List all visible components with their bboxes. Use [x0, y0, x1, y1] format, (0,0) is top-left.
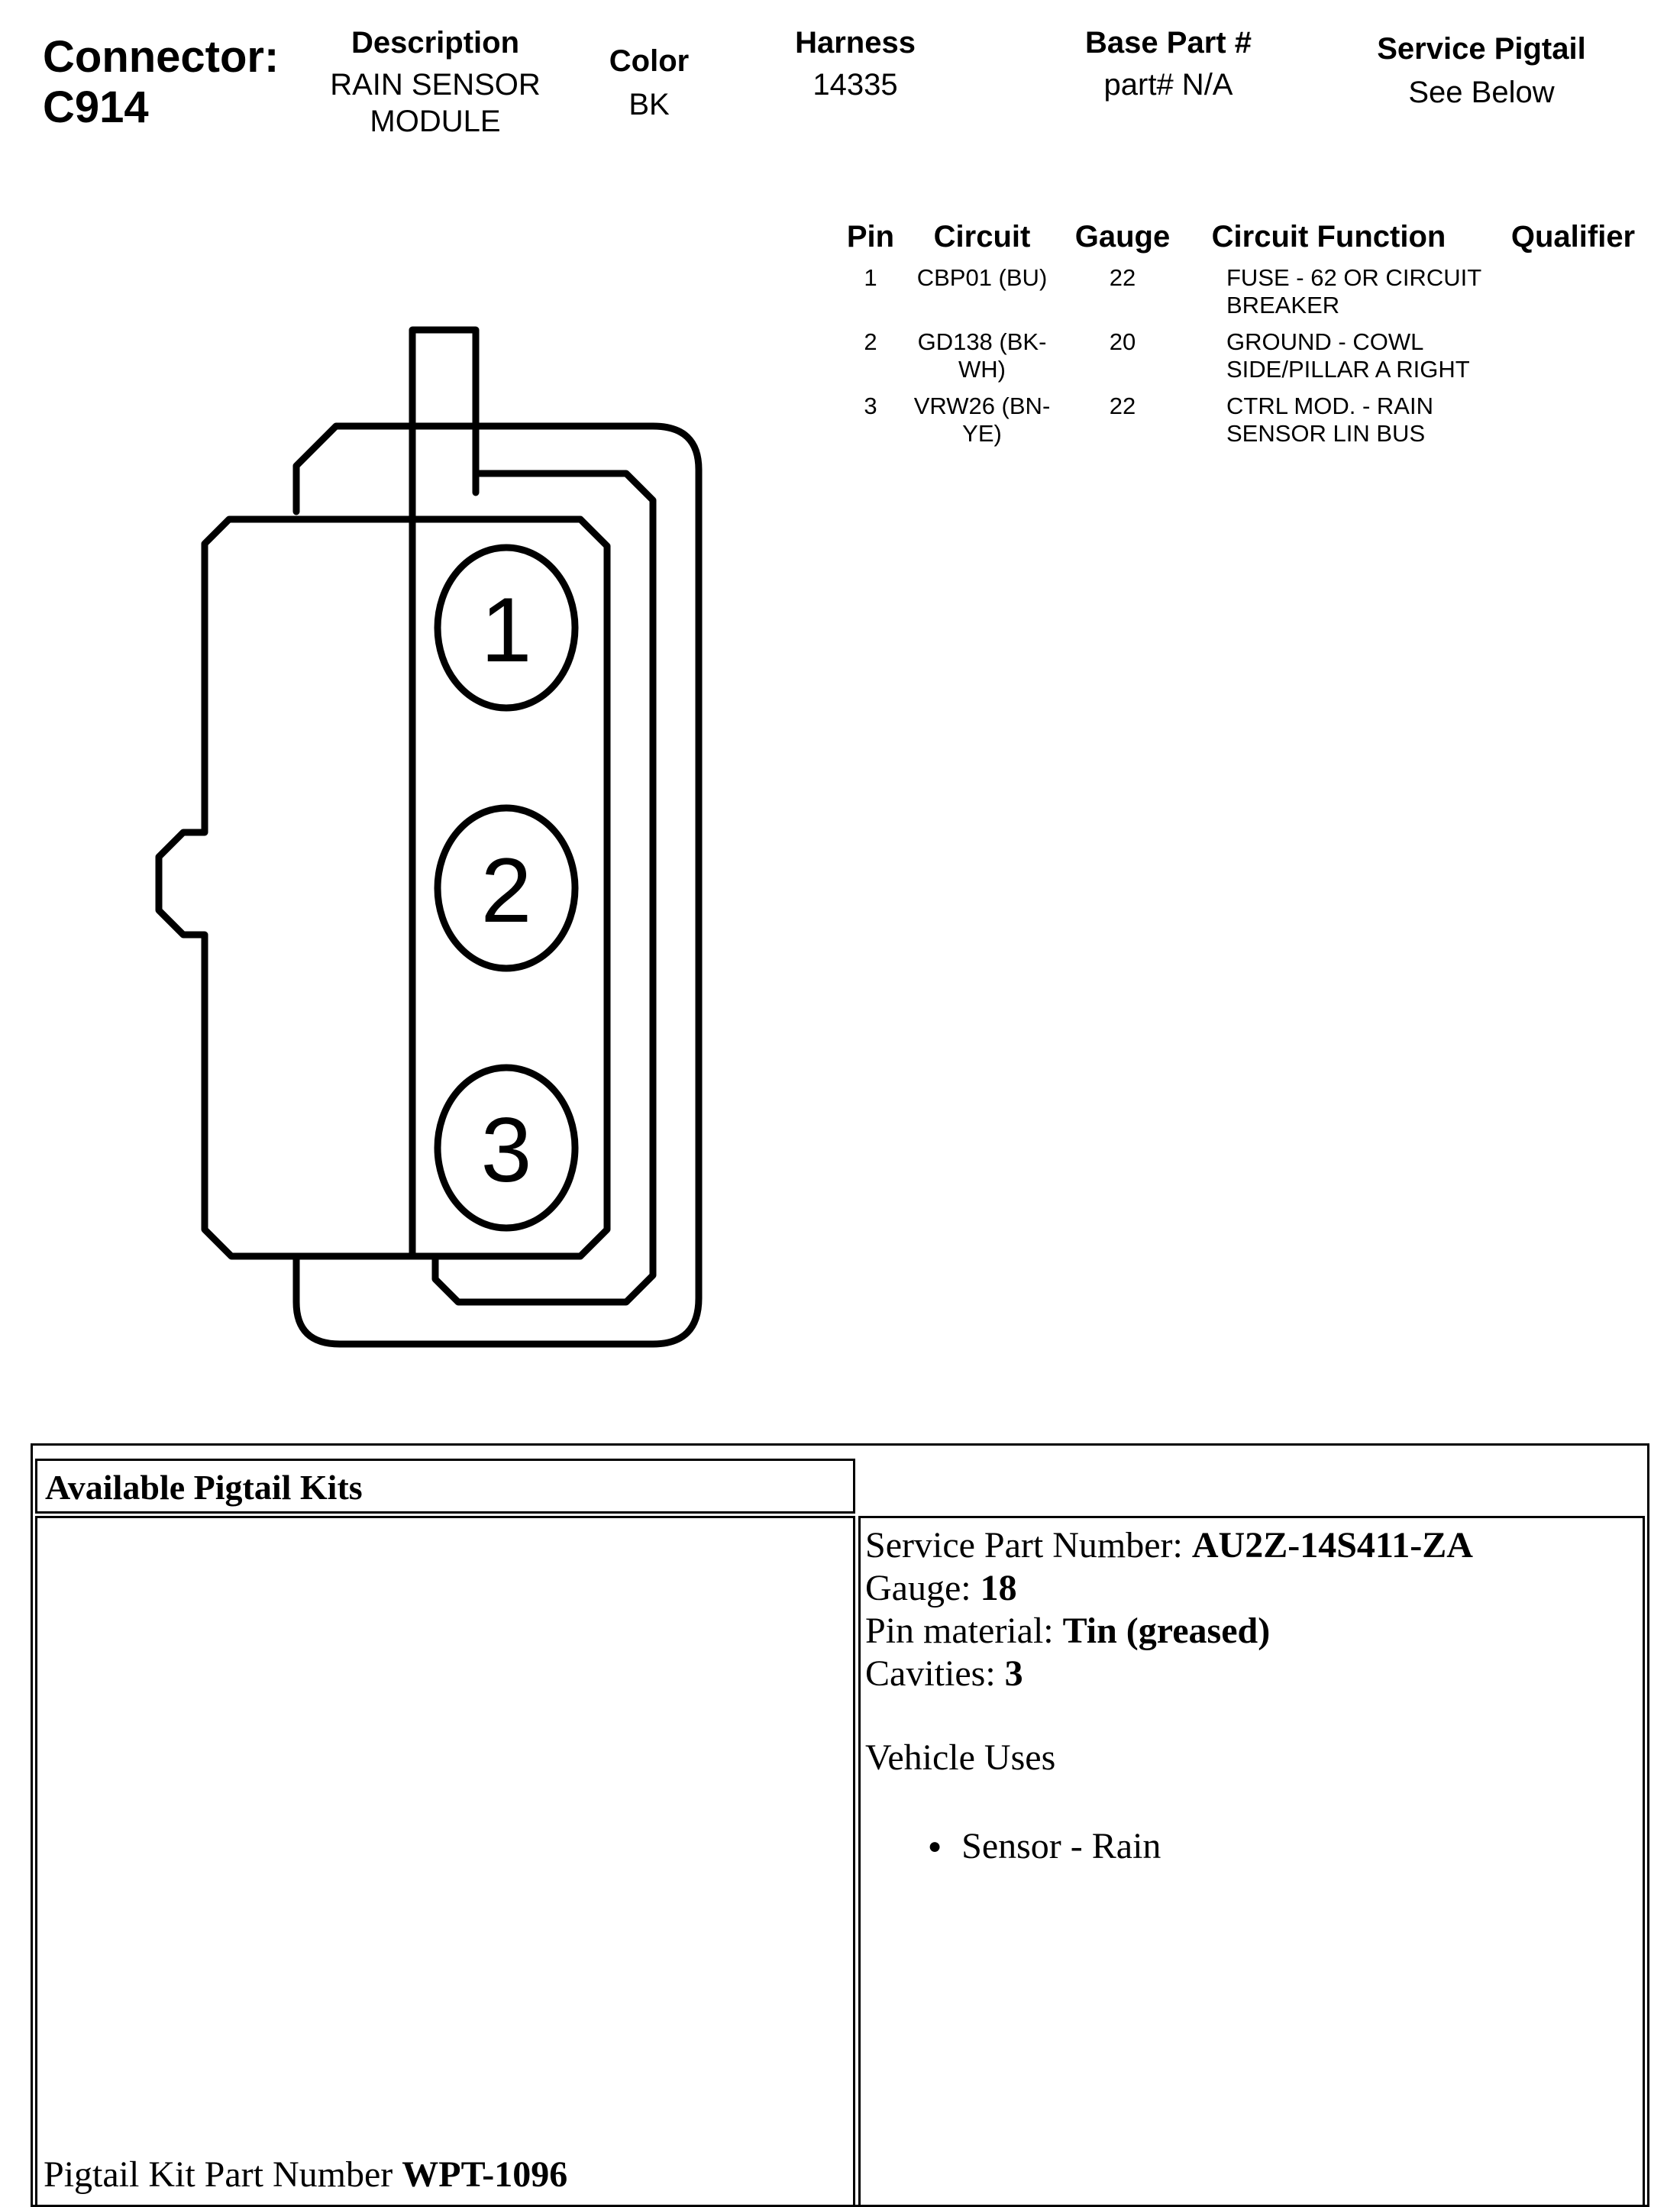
- connector-face-diagram: [0, 0, 764, 1375]
- service-part-line: [865, 1524, 1636, 1567]
- table-row: [840, 264, 1649, 325]
- service-pigtail-column: [1344, 32, 1619, 111]
- circuit-function: [1226, 328, 1532, 383]
- gauge-value: 22: [1109, 264, 1136, 291]
- function-line1: FUSE - 62 OR CIRCUIT: [1226, 264, 1482, 291]
- circuit-function: [1226, 393, 1532, 448]
- qualifier-col-header: Qualifier: [1510, 220, 1636, 254]
- gauge-value: 22: [1109, 393, 1136, 419]
- circuit-name: [906, 328, 1058, 383]
- connector-label: Connector:: [43, 32, 279, 82]
- circuit-name: [906, 264, 1058, 292]
- cavities-line: [865, 1653, 1636, 1695]
- harness-value: 14335: [813, 68, 898, 102]
- pin-material-label: Pin material:: [865, 1611, 1054, 1651]
- kit-part-value: WPT-1096: [402, 2154, 568, 2195]
- gauge-label: Gauge:: [865, 1568, 971, 1608]
- harness-column: [748, 26, 962, 103]
- circuit-col-header: Circuit: [933, 220, 1031, 254]
- pin-material-value: Tin (greased): [1062, 1611, 1271, 1651]
- color-value: BK: [628, 88, 670, 121]
- circuit-name: [906, 393, 1058, 448]
- cavities-value: 3: [1004, 1653, 1023, 1694]
- middle-shell-outline: [435, 473, 653, 1302]
- service-part-value: AU2Z-14S411-ZA: [1191, 1525, 1473, 1566]
- list-item: [928, 1825, 1636, 1873]
- cavity-1-label: 1: [480, 579, 532, 681]
- color-label: Color: [609, 44, 690, 78]
- pigtail-details: [865, 1524, 1636, 1873]
- circuit-line2: WH): [958, 356, 1006, 383]
- gauge-value: 18: [980, 1568, 1017, 1608]
- latch-body-outline: [159, 519, 412, 1256]
- vehicle-uses-list: [928, 1825, 1636, 1873]
- function-line2: BREAKER: [1226, 292, 1340, 318]
- description-label: Description: [351, 26, 520, 60]
- pigtail-details-cell: [858, 1516, 1645, 2207]
- base-part-value: part# N/A: [1103, 68, 1233, 102]
- description-value-line1: RAIN SENSOR: [330, 68, 541, 102]
- pigtail-image-cell: [35, 1516, 855, 2207]
- cavity-3-label: 3: [480, 1099, 532, 1201]
- service-pigtail-value: See Below: [1408, 76, 1555, 109]
- pin-col-header: Pin: [846, 220, 895, 254]
- table-row: [840, 393, 1649, 454]
- description-value-line2: MODULE: [370, 105, 501, 138]
- pin-number: 3: [864, 393, 877, 419]
- circuit-line1: GD138 (BK-: [917, 328, 1047, 355]
- table-row: [840, 328, 1649, 389]
- cavities-label: Cavities:: [865, 1653, 996, 1694]
- connector-id: C914: [43, 82, 149, 132]
- service-part-label: Service Part Number:: [865, 1525, 1183, 1566]
- harness-label: Harness: [795, 26, 916, 60]
- circuit-function-col-header: Circuit Function: [1211, 220, 1446, 254]
- circuit-line1: CBP01 (BU): [916, 264, 1048, 291]
- vehicle-use-text: Sensor - Rain: [961, 1826, 1161, 1866]
- gauge-line: [865, 1567, 1636, 1610]
- bullet-icon: ●: [928, 1834, 942, 1859]
- gauge-col-header: Gauge: [1074, 220, 1171, 254]
- pin-number: 2: [864, 328, 877, 355]
- circuit-line1: VRW26 (BN-: [913, 393, 1051, 419]
- pin-material-line: [865, 1610, 1636, 1653]
- base-part-label: Base Part #: [1085, 26, 1252, 60]
- circuit-function: [1226, 264, 1532, 319]
- vehicle-uses-label: Vehicle Uses: [865, 1737, 1056, 1778]
- base-part-column: [1054, 26, 1283, 103]
- gauge-value: 20: [1109, 328, 1136, 355]
- function-line1: CTRL MOD. - RAIN: [1226, 393, 1433, 419]
- cavity-2-label: 2: [480, 839, 532, 942]
- service-pigtail-label: Service Pigtail: [1377, 32, 1586, 66]
- function-line1: GROUND - COWL: [1226, 328, 1424, 355]
- function-line2: SIDE/PILLAR A RIGHT: [1226, 356, 1470, 383]
- function-line2: SENSOR LIN BUS: [1226, 420, 1426, 447]
- pigtail-title-cell: [35, 1459, 855, 1514]
- pin-number: 1: [864, 264, 877, 291]
- pigtail-title: Available Pigtail Kits: [45, 1468, 363, 1507]
- kit-part-number: [44, 2154, 567, 2196]
- kit-part-label: Pigtail Kit Part Number: [44, 2154, 393, 2195]
- circuit-line2: YE): [962, 420, 1002, 447]
